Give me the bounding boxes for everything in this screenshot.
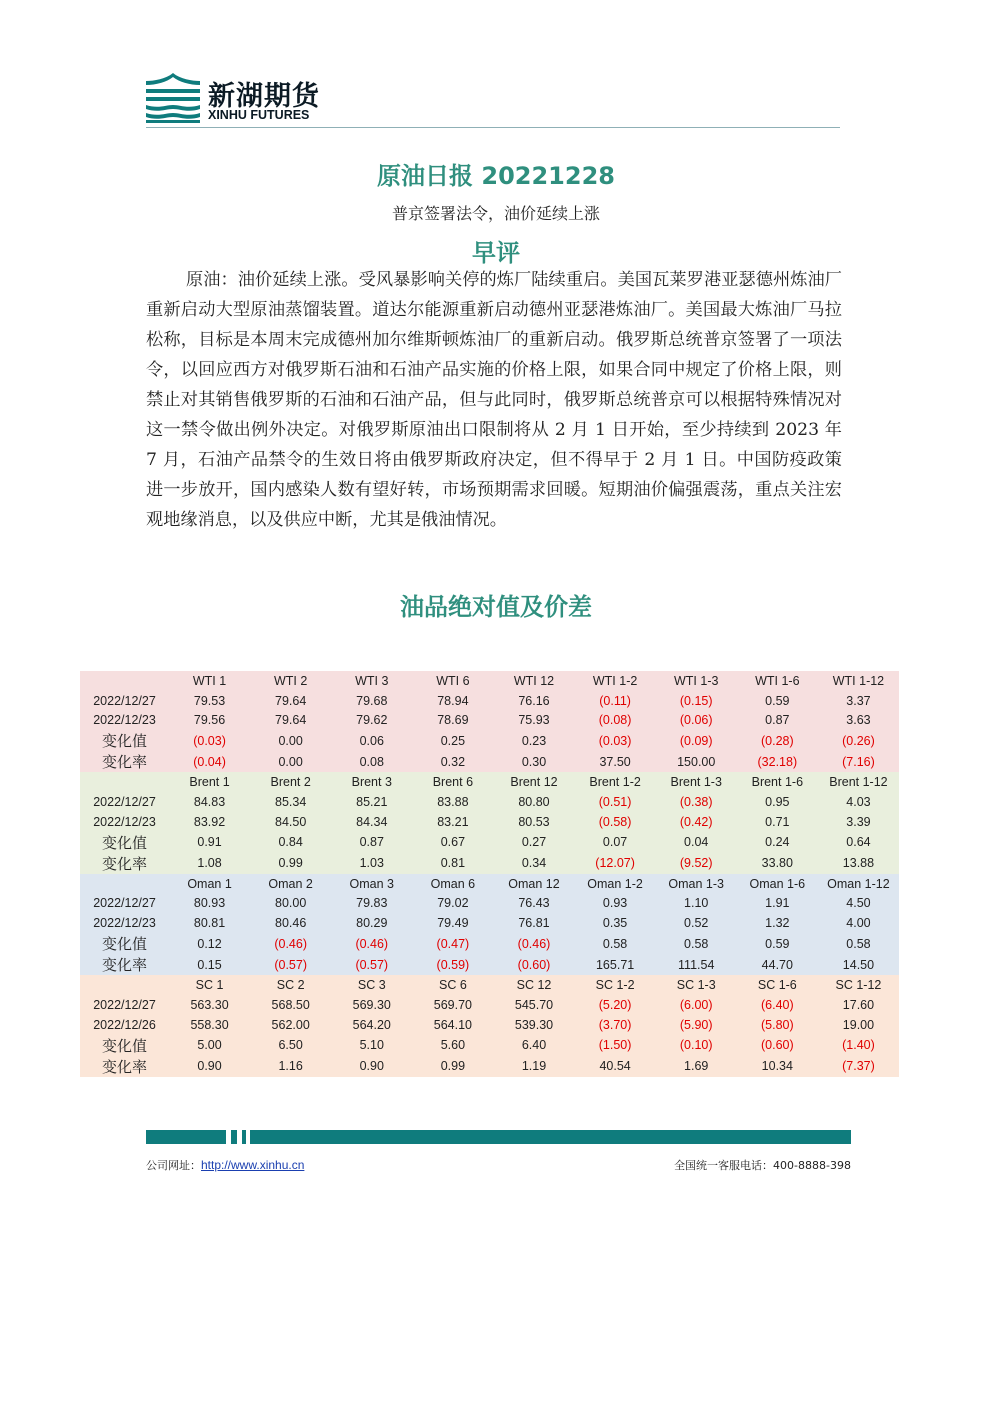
table-cell: 3.39 <box>818 812 899 832</box>
row-label: 变化率 <box>80 1056 169 1077</box>
table-row <box>80 832 899 853</box>
table-row <box>80 792 899 812</box>
table-cell: 80.46 <box>250 913 331 933</box>
table-cell: 84.83 <box>169 792 250 812</box>
header-blank-cell <box>80 772 169 792</box>
row-label: 2022/12/23 <box>80 711 169 731</box>
table-cell: (3.70) <box>575 1015 656 1035</box>
column-header: Brent 1-6 <box>737 772 818 792</box>
row-label: 2022/12/27 <box>80 995 169 1015</box>
table-cell: 84.34 <box>331 812 412 832</box>
table-cell: 0.71 <box>737 812 818 832</box>
table-cell: 37.50 <box>575 751 656 772</box>
table-cell: (0.42) <box>656 812 737 832</box>
table-cell: (0.26) <box>818 730 899 751</box>
table-row <box>80 711 899 731</box>
website-label: 公司网址： <box>146 1159 201 1172</box>
column-header: Oman 1-12 <box>818 874 899 894</box>
table-cell: 558.30 <box>169 1015 250 1035</box>
table-cell: 1.91 <box>737 894 818 914</box>
table-cell: 0.87 <box>737 711 818 731</box>
comment-paragraph: 原油：油价延续上涨。受风暴影响关停的炼厂陆续重启。美国瓦莱罗港亚瑟德州炼油厂重新启动大型原油蒸馏装置。道达尔能源重新启动德州亚瑟港炼油厂。美国最大炼油厂马拉松称，目标是本周末完成德州加尔维斯顿炼油厂的重新启动。俄罗斯总统普京签署了一项法令，以回应西方对俄罗斯石油和石油产品实施的价格上限，如果合同中规定了价格上限，则禁止对其销售俄罗斯的石油和石油产品，但与此同时，俄罗斯总统普京可以根据特殊情况对这一禁令做出例外决定。对俄罗斯原油出口限制将从 2 月 1 日开始，至少持续到 2023 年 7 月，石油产品禁令的生效日将由俄罗斯政府决定，但不得早于 2 月 1 日。中国防疫政策进一步放开，国内感染人数有望好转，市场预期需求回暖。短期油价偏强震荡，重点关注宏观地缘消息，以及供应中断，尤其是俄油情况。 <box>146 270 842 530</box>
table-cell: 83.21 <box>412 812 493 832</box>
table-cell: (12.07) <box>575 853 656 874</box>
row-label: 变化率 <box>80 954 169 975</box>
table-cell: 17.60 <box>818 995 899 1015</box>
table-cell: 6.40 <box>493 1035 574 1056</box>
table-cell: 0.59 <box>737 691 818 711</box>
table-cell: 1.32 <box>737 913 818 933</box>
footer-hotline: 全国统一客服电话：400-8888-398 <box>674 1159 851 1172</box>
table-cell: 0.95 <box>737 792 818 812</box>
table-cell: (1.50) <box>575 1035 656 1056</box>
table-row <box>80 933 899 954</box>
column-header: Brent 2 <box>250 772 331 792</box>
table-cell: 0.58 <box>656 933 737 954</box>
table-cell: 0.15 <box>169 954 250 975</box>
column-header: Oman 1 <box>169 874 250 894</box>
table-row <box>80 853 899 874</box>
column-header: Brent 1-3 <box>656 772 737 792</box>
table-cell: 13.88 <box>818 853 899 874</box>
table-cell: 569.30 <box>331 995 412 1015</box>
table-row <box>80 730 899 751</box>
table-cell: 0.67 <box>412 832 493 853</box>
table-cell: 85.34 <box>250 792 331 812</box>
table-cell: (0.06) <box>656 711 737 731</box>
footer-bar <box>146 1130 226 1144</box>
table-cell: 79.64 <box>250 711 331 731</box>
table-cell: 562.00 <box>250 1015 331 1035</box>
table-cell: 80.00 <box>250 894 331 914</box>
table-cell: (0.03) <box>575 730 656 751</box>
footer-bar <box>231 1130 237 1144</box>
table-cell: 4.03 <box>818 792 899 812</box>
footer-bar <box>250 1130 851 1144</box>
column-header: Oman 12 <box>493 874 574 894</box>
table-cell: 0.07 <box>575 832 656 853</box>
table-cell: (0.04) <box>169 751 250 772</box>
table-cell: 0.64 <box>818 832 899 853</box>
header-blank-cell <box>80 671 169 691</box>
website-link[interactable]: http://www.xinhu.cn <box>201 1158 305 1172</box>
row-label: 2022/12/23 <box>80 913 169 933</box>
table-cell: 0.35 <box>575 913 656 933</box>
table-cell: (0.46) <box>331 933 412 954</box>
table-cell: 568.50 <box>250 995 331 1015</box>
table-cell: 83.88 <box>412 792 493 812</box>
column-header: SC 3 <box>331 975 412 995</box>
company-logo <box>146 72 336 126</box>
table-cell: (0.46) <box>250 933 331 954</box>
table-cell: 0.52 <box>656 913 737 933</box>
column-header: SC 2 <box>250 975 331 995</box>
table-row <box>80 913 899 933</box>
table-cell: 78.69 <box>412 711 493 731</box>
table-cell: 83.92 <box>169 812 250 832</box>
table-cell: 0.04 <box>656 832 737 853</box>
logo-english-name: XINHU FUTURES <box>208 108 310 122</box>
column-header: Oman 6 <box>412 874 493 894</box>
table-cell: 33.80 <box>737 853 818 874</box>
column-header: Brent 3 <box>331 772 412 792</box>
table-cell: 14.50 <box>818 954 899 975</box>
column-header: Oman 1-3 <box>656 874 737 894</box>
row-label: 变化值 <box>80 730 169 751</box>
table-cell: 0.08 <box>331 751 412 772</box>
table-cell: (5.20) <box>575 995 656 1015</box>
table-cell: 563.30 <box>169 995 250 1015</box>
table-cell: (0.28) <box>737 730 818 751</box>
table-cell: 1.19 <box>493 1056 574 1077</box>
table-cell: (7.16) <box>818 751 899 772</box>
table-cell: 539.30 <box>493 1015 574 1035</box>
column-header: Brent 1 <box>169 772 250 792</box>
row-label: 2022/12/23 <box>80 812 169 832</box>
column-header: Brent 1-2 <box>575 772 656 792</box>
table-cell: 564.20 <box>331 1015 412 1035</box>
table-cell: (1.40) <box>818 1035 899 1056</box>
table-cell: 5.10 <box>331 1035 412 1056</box>
table-cell: (5.80) <box>737 1015 818 1035</box>
column-header: Brent 6 <box>412 772 493 792</box>
row-label: 变化值 <box>80 832 169 853</box>
table-row <box>80 1056 899 1077</box>
table-cell: 0.23 <box>493 730 574 751</box>
table-cell: 0.00 <box>250 730 331 751</box>
table-cell: 545.70 <box>493 995 574 1015</box>
logo-wave-icon <box>146 72 200 124</box>
table-cell: 80.93 <box>169 894 250 914</box>
table-cell: 0.00 <box>250 751 331 772</box>
section-heading-comment: 早评 <box>472 239 520 267</box>
column-header: Oman 1-6 <box>737 874 818 894</box>
table-cell: 19.00 <box>818 1015 899 1035</box>
column-header: WTI 1 <box>169 671 250 691</box>
table-cell: 79.64 <box>250 691 331 711</box>
table-cell: 0.59 <box>737 933 818 954</box>
row-label: 2022/12/27 <box>80 792 169 812</box>
column-header: SC 12 <box>493 975 574 995</box>
column-header: SC 6 <box>412 975 493 995</box>
table-row <box>80 1015 899 1035</box>
table-row <box>80 691 899 711</box>
table-cell: 6.50 <box>250 1035 331 1056</box>
table-header-row <box>80 874 899 894</box>
column-header: WTI 6 <box>412 671 493 691</box>
table-cell: (0.58) <box>575 812 656 832</box>
table-cell: 76.43 <box>493 894 574 914</box>
table-cell: 0.24 <box>737 832 818 853</box>
column-header: SC 1-12 <box>818 975 899 995</box>
table-cell: 0.90 <box>169 1056 250 1077</box>
table-cell: (0.03) <box>169 730 250 751</box>
table-cell: 84.50 <box>250 812 331 832</box>
table-cell: (6.40) <box>737 995 818 1015</box>
column-header: WTI 3 <box>331 671 412 691</box>
table-cell: 0.25 <box>412 730 493 751</box>
table-cell: 564.10 <box>412 1015 493 1035</box>
table-cell: 10.34 <box>737 1056 818 1077</box>
table-row <box>80 751 899 772</box>
table-cell: (0.47) <box>412 933 493 954</box>
header-divider <box>146 127 840 128</box>
table-cell: (0.57) <box>331 954 412 975</box>
table-cell: 0.12 <box>169 933 250 954</box>
table-cell: (0.11) <box>575 691 656 711</box>
table-cell: 4.00 <box>818 913 899 933</box>
table-cell: 40.54 <box>575 1056 656 1077</box>
table-cell: (5.90) <box>656 1015 737 1035</box>
oil-price-table <box>80 671 899 1077</box>
table-cell: 1.69 <box>656 1056 737 1077</box>
table-cell: (0.09) <box>656 730 737 751</box>
table-cell: 1.16 <box>250 1056 331 1077</box>
table-cell: 0.90 <box>331 1056 412 1077</box>
column-header: Oman 1-2 <box>575 874 656 894</box>
row-label: 变化值 <box>80 933 169 954</box>
table-cell: 79.56 <box>169 711 250 731</box>
table-cell: 0.87 <box>331 832 412 853</box>
table-cell: 4.50 <box>818 894 899 914</box>
row-label: 2022/12/27 <box>80 691 169 711</box>
table-cell: (0.38) <box>656 792 737 812</box>
column-header: SC 1-6 <box>737 975 818 995</box>
table-cell: 76.81 <box>493 913 574 933</box>
table-cell: 1.10 <box>656 894 737 914</box>
table-cell: (0.46) <box>493 933 574 954</box>
table-cell: 75.93 <box>493 711 574 731</box>
table-cell: 1.03 <box>331 853 412 874</box>
footer-website <box>146 1157 304 1173</box>
column-header: WTI 12 <box>493 671 574 691</box>
table-cell: (0.60) <box>493 954 574 975</box>
header-blank-cell <box>80 874 169 894</box>
table-cell: (0.08) <box>575 711 656 731</box>
table-cell: (32.18) <box>737 751 818 772</box>
table-cell: 111.54 <box>656 954 737 975</box>
column-header: Brent 1-12 <box>818 772 899 792</box>
table-cell: (7.37) <box>818 1056 899 1077</box>
column-header: SC 1 <box>169 975 250 995</box>
table-cell: (0.51) <box>575 792 656 812</box>
column-header: Brent 12 <box>493 772 574 792</box>
column-header: WTI 1-3 <box>656 671 737 691</box>
table-cell: 165.71 <box>575 954 656 975</box>
table-cell: 79.83 <box>331 894 412 914</box>
table-header-row <box>80 671 899 691</box>
table-cell: 80.53 <box>493 812 574 832</box>
table-cell: 80.80 <box>493 792 574 812</box>
table-cell: (6.00) <box>656 995 737 1015</box>
table-cell: 3.63 <box>818 711 899 731</box>
table-cell: 78.94 <box>412 691 493 711</box>
report-subtitle: 普京签署法令，油价延续上涨 <box>391 204 600 223</box>
table-cell: 44.70 <box>737 954 818 975</box>
table-cell: 0.91 <box>169 832 250 853</box>
table-cell: 0.81 <box>412 853 493 874</box>
table-cell: 79.68 <box>331 691 412 711</box>
column-header: SC 1-3 <box>656 975 737 995</box>
column-header: WTI 1-2 <box>575 671 656 691</box>
table-cell: 0.93 <box>575 894 656 914</box>
column-header: WTI 1-6 <box>737 671 818 691</box>
table-cell: 79.02 <box>412 894 493 914</box>
column-header: SC 1-2 <box>575 975 656 995</box>
table-row <box>80 812 899 832</box>
table-cell: 0.27 <box>493 832 574 853</box>
table-cell: 0.58 <box>818 933 899 954</box>
row-label: 变化值 <box>80 1035 169 1056</box>
table-cell: 5.00 <box>169 1035 250 1056</box>
report-title: 原油日报 20221228 <box>377 162 615 190</box>
table-cell: 0.34 <box>493 853 574 874</box>
table-cell: (0.10) <box>656 1035 737 1056</box>
logo-chinese-name: 新湖期货 <box>208 81 320 112</box>
column-header: Oman 2 <box>250 874 331 894</box>
table-cell: 85.21 <box>331 792 412 812</box>
column-header: WTI 2 <box>250 671 331 691</box>
table-cell: 0.32 <box>412 751 493 772</box>
table-cell: 1.08 <box>169 853 250 874</box>
table-cell: 79.53 <box>169 691 250 711</box>
table-cell: 80.81 <box>169 913 250 933</box>
row-label: 2022/12/27 <box>80 894 169 914</box>
table-cell: 76.16 <box>493 691 574 711</box>
table-cell: 0.99 <box>412 1056 493 1077</box>
table-header-row <box>80 772 899 792</box>
table-cell: 79.49 <box>412 913 493 933</box>
section-heading-table: 油品绝对值及价差 <box>400 593 592 621</box>
table-row <box>80 995 899 1015</box>
table-cell: 569.70 <box>412 995 493 1015</box>
table-cell: 3.37 <box>818 691 899 711</box>
table-cell: 80.29 <box>331 913 412 933</box>
table-cell: (0.15) <box>656 691 737 711</box>
table-cell: (0.60) <box>737 1035 818 1056</box>
table-cell: 79.62 <box>331 711 412 731</box>
table-cell: 150.00 <box>656 751 737 772</box>
footer-bar <box>242 1130 246 1144</box>
table-cell: (9.52) <box>656 853 737 874</box>
row-label: 2022/12/26 <box>80 1015 169 1035</box>
table-row <box>80 954 899 975</box>
header-blank-cell <box>80 975 169 995</box>
table-cell: 0.30 <box>493 751 574 772</box>
table-cell: 0.06 <box>331 730 412 751</box>
table-row <box>80 894 899 914</box>
table-row <box>80 1035 899 1056</box>
column-header: WTI 1-12 <box>818 671 899 691</box>
table-header-row <box>80 975 899 995</box>
table-cell: 0.99 <box>250 853 331 874</box>
table-cell: (0.57) <box>250 954 331 975</box>
column-header: Oman 3 <box>331 874 412 894</box>
row-label: 变化率 <box>80 751 169 772</box>
table-cell: 0.58 <box>575 933 656 954</box>
row-label: 变化率 <box>80 853 169 874</box>
table-cell: 0.84 <box>250 832 331 853</box>
table-cell: (0.59) <box>412 954 493 975</box>
table-cell: 5.60 <box>412 1035 493 1056</box>
